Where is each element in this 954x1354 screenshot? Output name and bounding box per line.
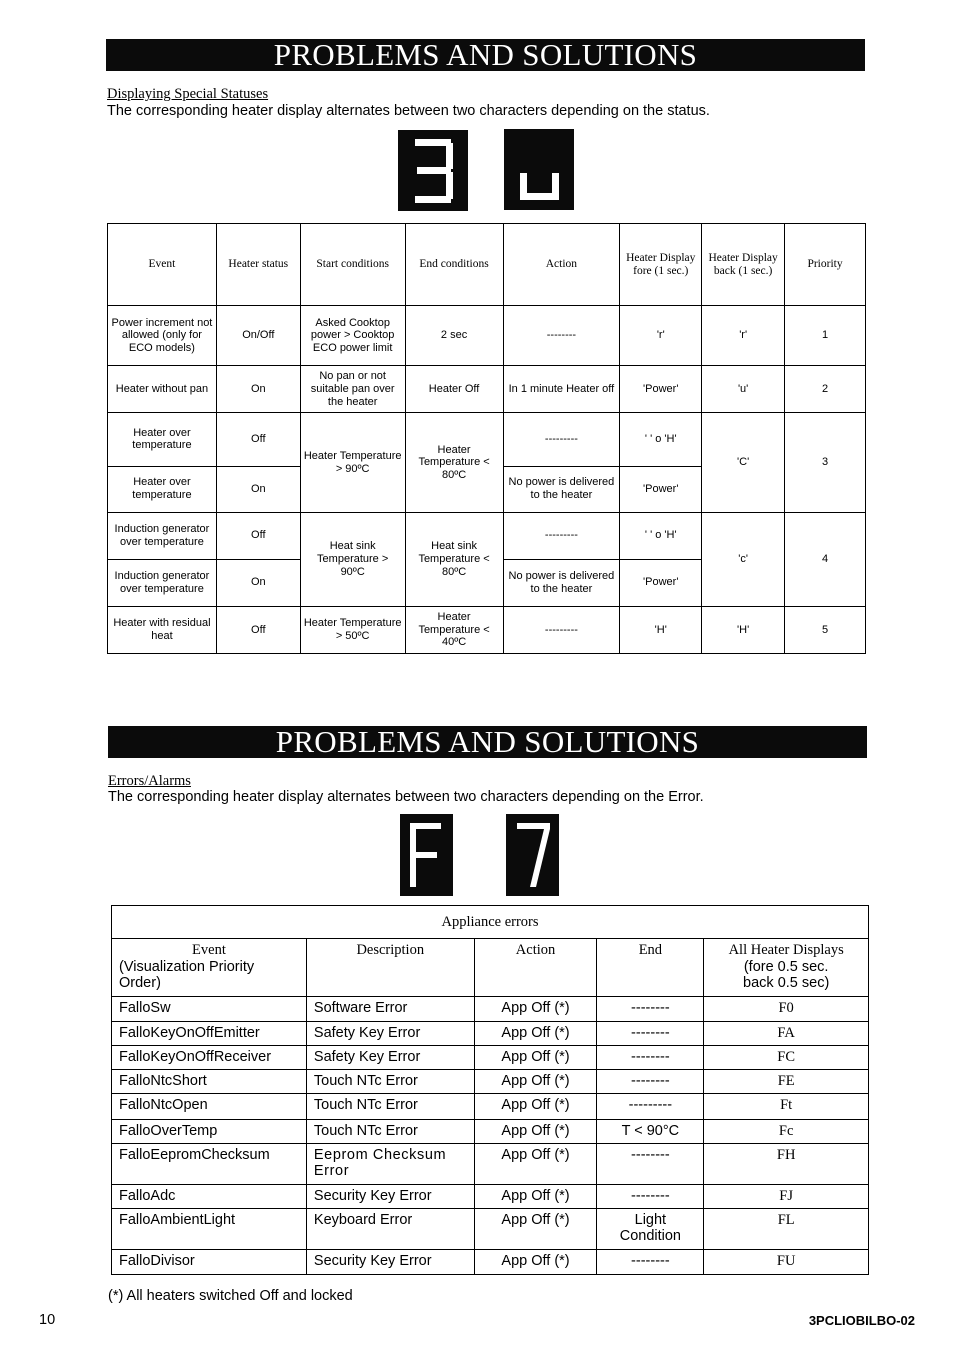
cell-priority: 3 [785,413,866,512]
header-event: Event [108,224,217,306]
table-row [108,306,866,366]
cell-fore: 'r' [620,306,702,366]
cell-priority: 2 [785,366,866,413]
cell-end: Light Condition [597,1208,704,1249]
cell-end: --------- [597,1094,704,1119]
cell-end: Heater Temperature < 40ºC [405,606,503,653]
table-row [108,366,866,413]
cell-description: Touch NTc Error [306,1070,474,1094]
cell-event: Heater over temperature [108,413,217,466]
cell-action: App Off (*) [474,1208,597,1249]
cell-status: Off [216,512,300,559]
table-row [108,512,866,559]
cell-action: App Off (*) [474,1046,597,1070]
cell-fore: ' ' o 'H' [620,413,702,466]
cell-fore: 'Power' [620,366,702,413]
cell-action: App Off (*) [474,1022,597,1046]
cell-status: On/Off [216,306,300,366]
header-event-subtitle: (Visualization Priority Order) [119,958,255,992]
section1-description: The corresponding heater display alternates between two characters depending on the status. [107,103,710,119]
section2-banner: PROBLEMS AND SOLUTIONS [108,726,867,758]
header-start-conditions: Start conditions [300,224,405,306]
cell-end: -------- [597,1143,704,1184]
cell-action: In 1 minute Heater off [503,366,620,413]
header-priority: Priority [785,224,866,306]
cell-event: FalloOverTemp [112,1119,307,1143]
cell-event: Heater over temperature [108,466,217,512]
header-heater-status: Heater status [216,224,300,306]
cell-event: Heater without pan [108,366,217,413]
cell-display-code: FJ [704,1184,869,1208]
cell-end: -------- [597,1046,704,1070]
cell-action: App Off (*) [474,1094,597,1119]
table-row [112,1143,869,1184]
header-action: Action [503,224,620,306]
header-action: Action [474,939,597,997]
cell-event: Induction generator over temperature [108,559,217,606]
header-displays-line2: (fore 0.5 sec. [743,958,829,975]
section1-title: Displaying Special Statuses [107,86,269,102]
header-display-back: Heater Display back (1 sec.) [702,224,785,306]
cell-action: No power is delivered to the heater [503,559,620,606]
cell-end: T < 90°C [597,1119,704,1143]
header-end-conditions: End conditions [405,224,503,306]
cell-end: Heat sink Temperature < 80ºC [405,512,503,606]
header-event [112,939,307,997]
appliance-errors-table [111,905,869,1275]
cell-event: FalloNtcOpen [112,1094,307,1119]
cell-action: -------- [503,306,620,366]
header-display-fore: Heater Display fore (1 sec.) [620,224,702,306]
cell-back: 'C' [702,413,785,512]
cell-end: -------- [597,1070,704,1094]
header-displays-line3: back 0.5 sec) [743,975,830,992]
cell-event: FalloAdc [112,1184,307,1208]
cell-status: Off [216,413,300,466]
cell-event: FalloAmbientLight [112,1208,307,1249]
table-row [112,1184,869,1208]
display-digit-3 [398,130,468,211]
cell-end: -------- [597,1022,704,1046]
cell-end: -------- [597,1249,704,1274]
cell-display-code: FH [704,1143,869,1184]
table-row [108,606,866,653]
cell-action: --------- [503,606,620,653]
cell-end: -------- [597,1184,704,1208]
cell-description: Security Key Error [306,1249,474,1274]
cell-event: FalloSw [112,997,307,1022]
header-all-heater-displays [704,939,869,997]
cell-action: --------- [503,512,620,559]
cell-action: App Off (*) [474,997,597,1022]
table-row [112,1208,869,1249]
section2-description: The corresponding heater display alternates between two characters depending on the Error. [108,789,704,805]
cell-event: FalloEepromChecksum [112,1143,307,1184]
cell-description: Touch NTc Error [306,1094,474,1119]
cell-event: FalloKeyOnOffEmitter [112,1022,307,1046]
table-row [112,1070,869,1094]
cell-description: Eeprom Checksum Error [306,1143,474,1184]
cell-description: Keyboard Error [306,1208,474,1249]
cell-back: 'r' [702,306,785,366]
cell-end: Heater Off [405,366,503,413]
cell-fore: 'Power' [620,466,702,512]
cell-status: On [216,466,300,512]
table-row [112,1046,869,1070]
cell-back: 'c' [702,512,785,606]
table-caption: Appliance errors [112,906,869,939]
cell-action: App Off (*) [474,1070,597,1094]
cell-end: Heater Temperature < 80ºC [405,413,503,512]
header-displays-line1: All Heater Displays [728,942,844,959]
table-row [112,997,869,1022]
cell-start: No pan or not suitable pan over the heater [300,366,405,413]
table-row [108,413,866,466]
cell-display-code: FU [704,1249,869,1274]
cell-status: On [216,366,300,413]
cell-start: Heat sink Temperature > 90ºC [300,512,405,606]
page-number: 10 [39,1312,56,1328]
cell-status: On [216,559,300,606]
display-digit-7 [506,814,559,896]
cell-action: --------- [503,413,620,466]
cell-start: Heater Temperature > 90ºC [300,413,405,512]
cell-description: Software Error [306,997,474,1022]
cell-event: Power increment not allowed (only for ECO models) [108,306,217,366]
cell-back: 'u' [702,366,785,413]
cell-description: Security Key Error [306,1184,474,1208]
cell-action: App Off (*) [474,1143,597,1184]
cell-display-code: FA [704,1022,869,1046]
table-row [112,1022,869,1046]
cell-action: App Off (*) [474,1249,597,1274]
cell-description: Safety Key Error [306,1022,474,1046]
special-status-table [107,223,866,654]
table-header-row [112,939,869,997]
cell-event: Heater with residual heat [108,606,217,653]
cell-priority: 5 [785,606,866,653]
cell-fore: 'H' [620,606,702,653]
header-description: Description [306,939,474,997]
cell-event: FalloKeyOnOffReceiver [112,1046,307,1070]
cell-display-code: FC [704,1046,869,1070]
cell-display-code: Fc [704,1119,869,1143]
document-code: 3PCLIOBILBO-02 [808,1313,915,1328]
cell-description: Touch NTc Error [306,1119,474,1143]
cell-end: 2 sec [405,306,503,366]
cell-display-code: F0 [704,997,869,1022]
cell-end: -------- [597,997,704,1022]
cell-action: App Off (*) [474,1184,597,1208]
header-end: End [597,939,704,997]
display-digit-u [504,129,574,210]
table-row [112,1249,869,1274]
cell-display-code: FE [704,1070,869,1094]
table-row [112,1119,869,1143]
cell-priority: 4 [785,512,866,606]
cell-event: FalloNtcShort [112,1070,307,1094]
display-digit-f [400,814,453,896]
cell-start: Heater Temperature > 50ºC [300,606,405,653]
table-row [112,1094,869,1119]
cell-fore: ' ' o 'H' [620,512,702,559]
cell-back: 'H' [702,606,785,653]
cell-description: Safety Key Error [306,1046,474,1070]
cell-start: Asked Cooktop power > Cooktop ECO power limit [300,306,405,366]
header-event-title: Event [192,942,226,959]
section2-title: Errors/Alarms [108,773,191,789]
footnote: (*) All heaters switched Off and locked [108,1288,353,1304]
cell-status: Off [216,606,300,653]
cell-action: App Off (*) [474,1119,597,1143]
cell-display-code: Ft [704,1094,869,1119]
cell-event: FalloDivisor [112,1249,307,1274]
section1-banner: PROBLEMS AND SOLUTIONS [106,39,865,71]
cell-priority: 1 [785,306,866,366]
cell-display-code: FL [704,1208,869,1249]
cell-fore: 'Power' [620,559,702,606]
cell-event: Induction generator over temperature [108,512,217,559]
cell-action: No power is delivered to the heater [503,466,620,512]
